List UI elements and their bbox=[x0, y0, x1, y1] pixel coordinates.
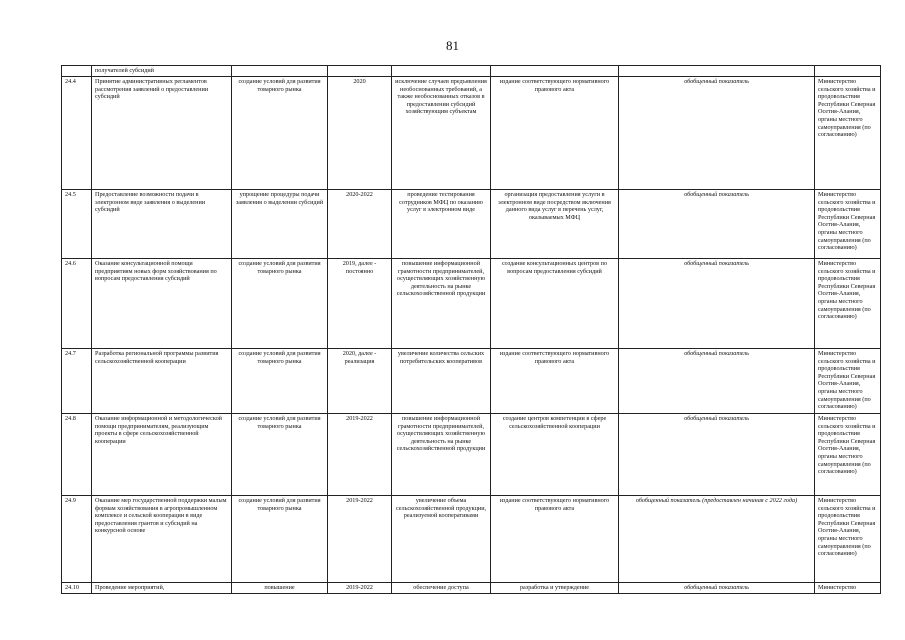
measure-period: 2020-2022 bbox=[328, 190, 392, 259]
measure-goal bbox=[232, 66, 328, 77]
measure-indicator: обобщенный показатель bbox=[619, 259, 815, 349]
measure-name: получателей субсидий bbox=[92, 66, 232, 77]
measure-document: создание центров компетенции в сфере сельскохозяйственной кооперации bbox=[491, 414, 619, 496]
measure-executor: Министерство сельского хозяйства и продовольствия Республики Северная Осетия-Алания, органы местного самоуправления (по согласованию) bbox=[815, 77, 881, 190]
measure-goal: повышение bbox=[232, 583, 328, 594]
measure-goal: создание условий для развития товарного рынка bbox=[232, 259, 328, 349]
measure-executor: Министерство сельского хозяйства и продовольствия Республики Северная Осетия-Алания, органы местного самоуправления (по согласованию) bbox=[815, 190, 881, 259]
measure-indicator: обобщенный показатель bbox=[619, 583, 815, 594]
measure-executor: Министерство сельского хозяйства и продовольствия Республики Северная Осетия-Алания, органы местного самоуправления (по согласованию) bbox=[815, 496, 881, 583]
measure-result bbox=[392, 66, 491, 77]
table-row bbox=[62, 496, 881, 583]
table-row bbox=[62, 259, 881, 349]
measure-indicator: обобщенный показатель bbox=[619, 349, 815, 414]
table-row bbox=[62, 414, 881, 496]
measure-indicator: обобщенный показатель bbox=[619, 190, 815, 259]
measure-executor bbox=[815, 66, 881, 77]
measures-table bbox=[61, 65, 881, 594]
measure-document: создание консультационных центров по вопросам предоставления субсидий bbox=[491, 259, 619, 349]
measure-name: Оказание мер государственной поддержки малым формам хозяйствования в агропромышленном комплексе и сельской кооперации в виде предоставления грантов и субсидий на конкурсной основе bbox=[92, 496, 232, 583]
measure-period: 2019-2022 bbox=[328, 583, 392, 594]
table-row bbox=[62, 349, 881, 414]
measure-goal: создание условий для развития товарного рынка bbox=[232, 496, 328, 583]
measure-goal: упрощение процедуры подачи заявления о выделении субсидий bbox=[232, 190, 328, 259]
table-row bbox=[62, 583, 881, 594]
measure-document: издание соответствующего нормативного правового акта bbox=[491, 496, 619, 583]
measure-document bbox=[491, 66, 619, 77]
measure-executor: Министерство bbox=[815, 583, 881, 594]
measure-period: 2019-2022 bbox=[328, 496, 392, 583]
row-number: 24.6 bbox=[62, 259, 92, 349]
measure-document: организация предоставления услуги в электронном виде посредством включения данного вида услуг в перечень услуг, оказываемых МФЦ bbox=[491, 190, 619, 259]
row-number: 24.8 bbox=[62, 414, 92, 496]
table-row bbox=[62, 190, 881, 259]
measure-period: 2020, далее - реализация bbox=[328, 349, 392, 414]
row-number: 24.10 bbox=[62, 583, 92, 594]
measure-goal: создание условий для развития товарного рынка bbox=[232, 77, 328, 190]
measure-indicator bbox=[619, 66, 815, 77]
measure-document: разработка и утверждение bbox=[491, 583, 619, 594]
measure-name: Проведение мероприятий, bbox=[92, 583, 232, 594]
measure-result: повышение информационной грамотности предпринимателей, осуществляющих хозяйственную деятельность на рынке сельскохозяйственной продукции bbox=[392, 414, 491, 496]
measure-result: увеличение объема сельскохозяйственной продукции, реализуемой кооперативами bbox=[392, 496, 491, 583]
table-row bbox=[62, 66, 881, 77]
measure-name: Оказание информационной и методологической помощи предпринимателям, реализующим проекты в сфере сельскохозяйственной кооперации bbox=[92, 414, 232, 496]
row-number: 24.5 bbox=[62, 190, 92, 259]
measure-name: Разработка региональной программы развития сельскохозяйственной кооперации bbox=[92, 349, 232, 414]
row-number: 24.4 bbox=[62, 77, 92, 190]
measure-document: издание соответствующего нормативного правового акта bbox=[491, 77, 619, 190]
measure-name: Оказание консультационной помощи предприятиям новых форм хозяйствования по вопросам предоставления субсидий bbox=[92, 259, 232, 349]
measure-executor: Министерство сельского хозяйства и продовольствия Республики Северная Осетия-Алания, органы местного самоуправления (по согласованию) bbox=[815, 349, 881, 414]
row-number: 24.9 bbox=[62, 496, 92, 583]
measure-indicator: обобщенный показатель (предоставлен начиная с 2022 года) bbox=[619, 496, 815, 583]
table-row bbox=[62, 77, 881, 190]
measure-name: Принятие административных регламентов рассмотрения заявлений о предоставлении субсидий bbox=[92, 77, 232, 190]
measure-period: 2019, далее - постоянно bbox=[328, 259, 392, 349]
measure-result: увеличение количества сельских потребительских кооперативов bbox=[392, 349, 491, 414]
row-number: 24.7 bbox=[62, 349, 92, 414]
measure-indicator: обобщенный показатель bbox=[619, 414, 815, 496]
measure-period bbox=[328, 66, 392, 77]
measure-goal: создание условий для развития товарного рынка bbox=[232, 414, 328, 496]
measure-indicator: обобщенный показатель bbox=[619, 77, 815, 190]
row-number bbox=[62, 66, 92, 77]
measure-goal: создание условий для развития товарного рынка bbox=[232, 349, 328, 414]
measure-result: проведение тестирования сотрудников МФЦ по оказанию услуг в электронном виде bbox=[392, 190, 491, 259]
measure-result: обеспечение доступа bbox=[392, 583, 491, 594]
measure-document: издание соответствующего нормативного правового акта bbox=[491, 349, 619, 414]
measure-period: 2019-2022 bbox=[328, 414, 392, 496]
measure-result: повышение информационной грамотности предпринимателей, осуществляющих хозяйственную деятельность на рынке сельскохозяйственной продукции bbox=[392, 259, 491, 349]
measure-name: Предоставление возможности подачи в электронном виде заявления о выделении субсидий bbox=[92, 190, 232, 259]
measure-period: 2020 bbox=[328, 77, 392, 190]
measure-result: исключение случаев предъявления необоснованных требований, а также необоснованных отказов в предоставлении субсидий хозяйствующим субъектам bbox=[392, 77, 491, 190]
page-number: 81 bbox=[446, 38, 459, 53]
measure-executor: Министерство сельского хозяйства и продовольствия Республики Северная Осетия-Алания, органы местного самоуправления (по согласованию) bbox=[815, 259, 881, 349]
measure-executor: Министерство сельского хозяйства и продовольствия Республики Северная Осетия-Алания, органы местного самоуправления (по согласованию) bbox=[815, 414, 881, 496]
